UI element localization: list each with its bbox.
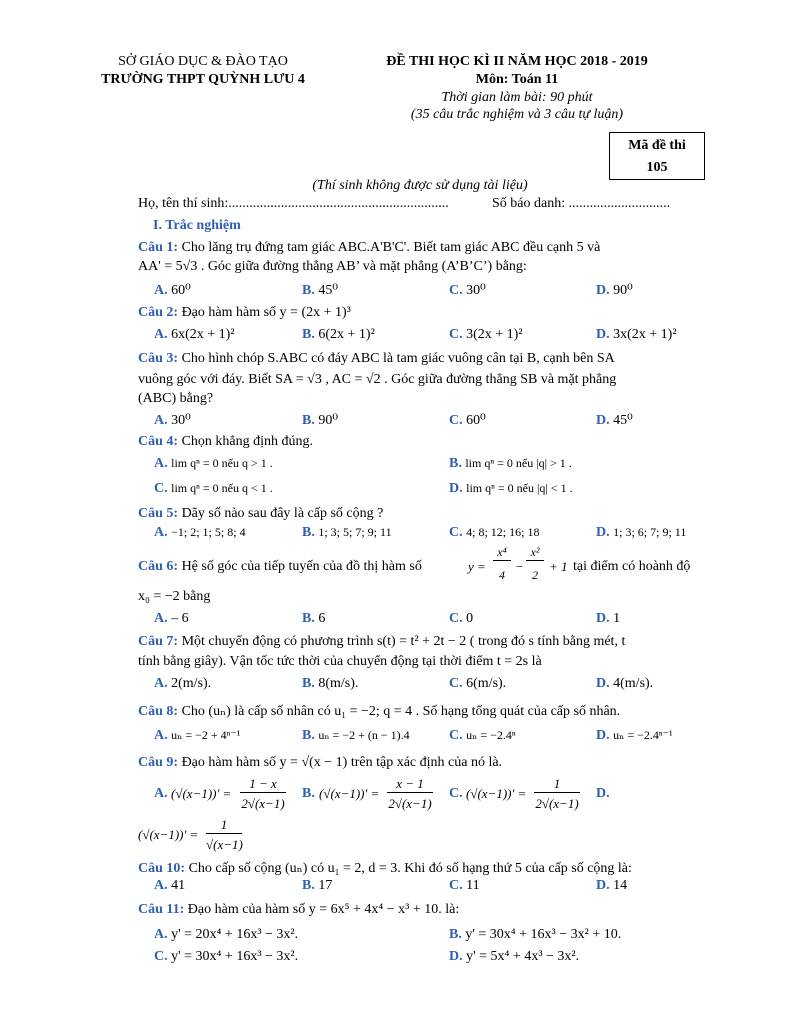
exam-title: ĐỀ THI HỌC KÌ II NĂM HỌC 2018 - 2019 xyxy=(386,54,648,69)
q9-option-d-lhs: (√(x−1))' = xyxy=(138,827,199,842)
q6-option-b: B. 6 xyxy=(302,611,326,626)
q4-option-d: D. lim qⁿ = 0 nếu |q| < 1 . xyxy=(449,481,573,496)
q9-option-d-den: √(x−1) xyxy=(206,837,243,852)
q1-option-d: D. 90⁰ xyxy=(596,283,633,298)
exam-code-box xyxy=(609,132,705,180)
question-4: Câu 4: Chọn khẳng định đúng. xyxy=(138,434,314,449)
question-3-line2: vuông góc với đáy. Biết SA = √3 , AC = √2 . Góc giữa đường thẳng SB và mặt phẳng xyxy=(138,372,617,387)
q10-option-d: D. 14 xyxy=(596,878,628,893)
question-9: Câu 9: Đạo hàm hàm số y = √(x − 1) trên tập xác định của nó là. xyxy=(138,755,503,770)
q10-option-b: B. 17 xyxy=(302,878,333,893)
q4-option-c: C. lim qⁿ = 0 nếu q < 1 . xyxy=(154,481,273,496)
exam-code-label: Mã đề thi xyxy=(628,138,686,153)
q11-option-b: B. y' = 30x⁴ + 16x³ − 3x² + 10. xyxy=(449,927,622,942)
question-8: Câu 8: Cho (uₙ) là cấp số nhân có u₁ = −2; q = 4 . Số hạng tổng quát của cấp số nhân. xyxy=(138,704,621,719)
q6-frac1-num: x⁴ xyxy=(493,545,511,561)
q2-option-d: D. 3x(2x + 1)² xyxy=(596,327,677,342)
q10-option-a: A. 41 xyxy=(154,878,186,893)
exam-code: 105 xyxy=(646,160,668,175)
question-7-line2: tính bằng giây). Vận tốc tức thời của chuyển động tại thời điểm t = 2s là xyxy=(138,654,542,669)
q3-option-c: C. 60⁰ xyxy=(449,413,486,428)
question-label: Câu 1: xyxy=(138,240,179,255)
q5-option-a: A. −1; 2; 1; 5; 8; 4 xyxy=(154,525,246,540)
q9-option-c-letter: C. xyxy=(449,786,463,801)
q6-func-tail: + 1 xyxy=(549,559,568,574)
q7-option-d: D. 4(m/s). xyxy=(596,676,654,691)
question-1 xyxy=(138,240,600,256)
question-10: Câu 10: Cho cấp số cộng (uₙ) có u₁ = 2, d = 3. Khi đó số hạng thứ 5 của cấp số cộng là: xyxy=(138,861,632,876)
q6-option-c: C. 0 xyxy=(449,611,474,626)
q7-option-b: B. 8(m/s). xyxy=(302,676,359,691)
q3-option-b: B. 90⁰ xyxy=(302,413,338,428)
q6-function-y: y = xyxy=(468,559,486,574)
q9-option-b-num: x − 1 xyxy=(387,776,433,793)
q6-post: tại điểm có hoành độ xyxy=(573,559,691,574)
q7-option-c: C. 6(m/s). xyxy=(449,676,507,691)
q11-option-c: C. y' = 30x⁴ + 16x³ − 3x². xyxy=(154,949,299,964)
q9-option-b-den: 2√(x−1) xyxy=(388,796,432,811)
q7-option-a: A. 2(m/s). xyxy=(154,676,212,691)
question-11: Câu 11: Đạo hàm của hàm số y = 6x⁵ + 4x⁴ − x³ + 10. là: xyxy=(138,902,460,917)
q6-option-d: D. 1 xyxy=(596,611,621,626)
question-3-line3: (ABC) bằng? xyxy=(138,391,214,406)
school-name: TRƯỜNG THPT QUỲNH LƯU 4 xyxy=(101,72,305,87)
question-6: Câu 6: Hệ số góc của tiếp tuyến của đồ thị hàm số xyxy=(138,559,422,574)
q9-option-c-lhs: (√(x−1))' = xyxy=(466,786,527,801)
q9-option-a-letter: A. xyxy=(154,786,168,801)
q4-option-a: A. lim qⁿ = 0 nếu q > 1 . xyxy=(154,456,273,471)
question-7: Câu 7: Một chuyển động có phương trình s(t) = t² + 2t − 2 ( trong đó s tính bằng mét, t xyxy=(138,634,626,649)
q3-option-a: A. 30⁰ xyxy=(154,413,191,428)
section-title: I. Trắc nghiệm xyxy=(153,218,241,233)
q8-option-d: D. uₙ = −2.4ⁿ⁻¹ xyxy=(596,728,673,743)
sbd-line: Số báo danh: ............................. xyxy=(492,196,671,211)
q8-option-a: A. uₙ = −2 + 4ⁿ⁻¹ xyxy=(154,728,241,743)
q6-frac2-num: x² xyxy=(526,545,544,561)
q2-option-b: B. 6(2x + 1)² xyxy=(302,327,375,342)
q9-option-a-den: 2√(x−1) xyxy=(241,796,285,811)
q9-option-a-num: 1 − x xyxy=(240,776,286,793)
time-limit: Thời gian làm bài: 90 phút xyxy=(441,90,593,105)
exam-note: (Thí sinh không được sử dụng tài liệu) xyxy=(312,178,528,193)
q1-option-c: C. 30⁰ xyxy=(449,283,486,298)
q5-option-d: D. 1; 3; 6; 7; 9; 11 xyxy=(596,525,687,540)
question-text: Cho lăng trụ đứng tam giác ABC.A'B'C'. Biết tam giác ABC đều cạnh 5 và xyxy=(181,240,601,255)
q6-option-a: A. – 6 xyxy=(154,611,189,626)
q10-option-c: C. 11 xyxy=(449,878,480,893)
q6-frac2-den: 2 xyxy=(532,568,538,582)
q9-option-d-num: 1 xyxy=(206,817,242,834)
name-line: Họ, tên thí sinh:............................................................... xyxy=(138,196,449,211)
q1-option-b: B. 45⁰ xyxy=(302,283,338,298)
q9-option-c-num: 1 xyxy=(534,776,580,793)
exam-format: (35 câu trắc nghiệm và 3 câu tự luận) xyxy=(410,107,624,122)
q11-option-a: A. y' = 20x⁴ + 16x³ − 3x². xyxy=(154,927,299,942)
q9-option-c-den: 2√(x−1) xyxy=(535,796,579,811)
question-6-line2: x₀ = −2 bằng xyxy=(138,589,211,604)
dept-name: SỞ GIÁO DỤC & ĐÀO TẠO xyxy=(118,54,288,69)
q9-option-d-letter: D. xyxy=(596,786,610,801)
q2-option-c: C. 3(2x + 1)² xyxy=(449,327,523,342)
question-3: Câu 3: Cho hình chóp S.ABC có đáy ABC là tam giác vuông cân tại B, cạnh bên SA xyxy=(138,351,615,366)
q1-option-a: A. 60⁰ xyxy=(154,283,191,298)
q9-option-b-lhs: (√(x−1))' = xyxy=(319,786,380,801)
q4-option-b: B. lim qⁿ = 0 nếu |q| > 1 . xyxy=(449,456,572,471)
q3-option-d: D. 45⁰ xyxy=(596,413,633,428)
q5-option-c: C. 4; 8; 12; 16; 18 xyxy=(449,525,540,540)
q11-option-d: D. y' = 5x⁴ + 4x³ − 3x². xyxy=(449,949,580,964)
q8-option-b: B. uₙ = −2 + (n − 1).4 xyxy=(302,728,410,743)
q5-option-b: B. 1; 3; 5; 7; 9; 11 xyxy=(302,525,392,540)
question-5: Câu 5: Dãy số nào sau đây là cấp số cộng ? xyxy=(138,506,384,521)
q9-option-b-letter: B. xyxy=(302,786,315,801)
question-2: Câu 2: Đạo hàm hàm số y = (2x + 1)³ xyxy=(138,305,351,320)
q9-option-a-lhs: (√(x−1))' = xyxy=(171,786,232,801)
subject: Môn: Toán 11 xyxy=(475,72,559,87)
q8-option-c: C. uₙ = −2.4ⁿ xyxy=(449,728,516,743)
question-1-line2: AA' = 5√3 . Góc giữa đường thẳng AB’ và mặt phẳng (A’B’C’) bằng: xyxy=(138,259,527,274)
q2-option-a: A. 6x(2x + 1)² xyxy=(154,327,235,342)
q6-frac1-den: 4 xyxy=(499,568,505,582)
